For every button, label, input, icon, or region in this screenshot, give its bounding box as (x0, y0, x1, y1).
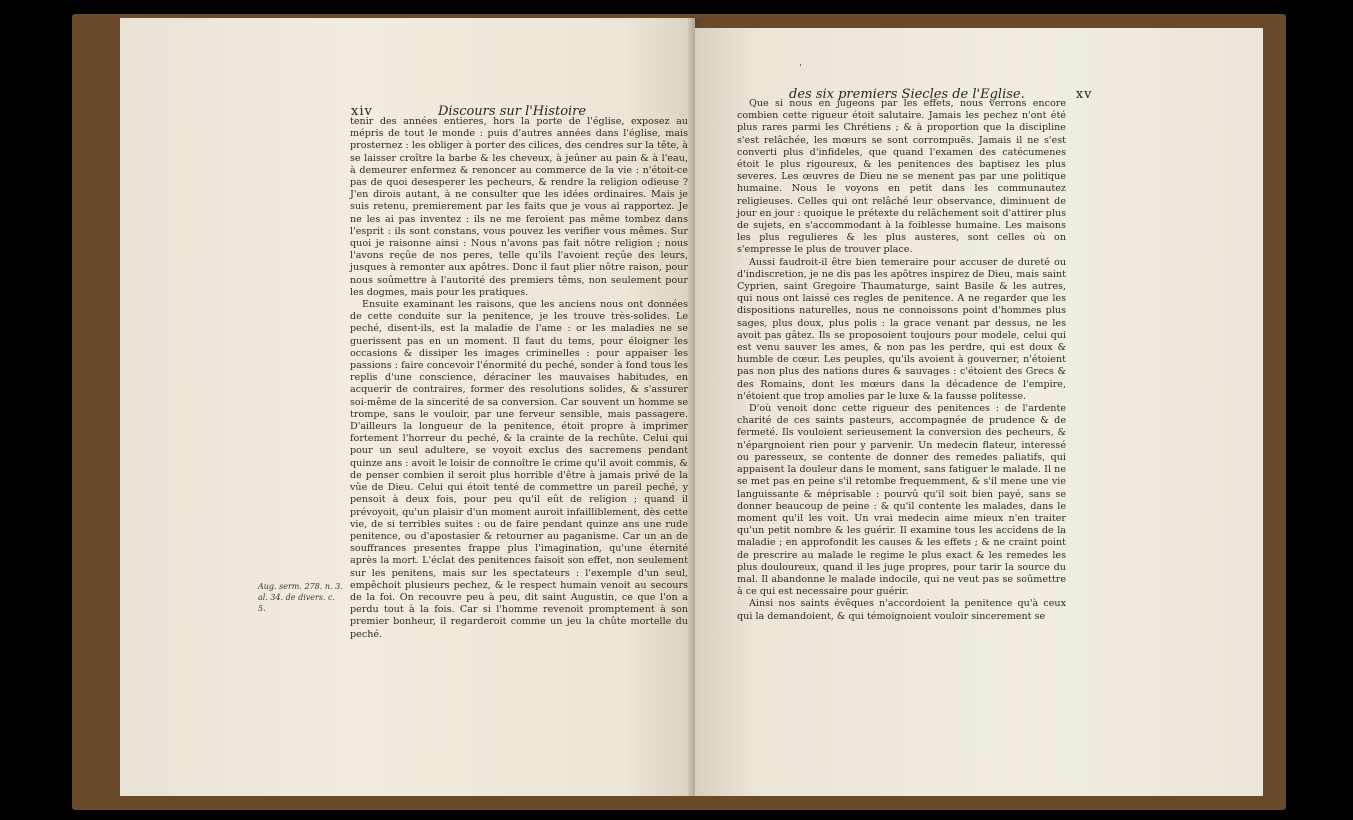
left-running-title: Discours sur l'Histoire (437, 104, 587, 119)
right-page-body (737, 98, 1066, 623)
left-paragraph-1: tenir des années entieres, hors la porte de l'église, exposez au mépris de tout le monde : puis d'autres années dans l'église, mais prosternez : les obliger à porter des cilices, des cendres sur la tête, à se laisser croître la barbe & les cheveux, à jeûner au pain & à l'eau, à demeurer enfermez & renoncer au commerce de la vie : n'étoit-ce pas de quoi desesperer les pecheurs, & rendre la religion odieuse ? J'en dirois autant, à ne consulter que les idées ordinaires. Mais je suis retenu, premierement par les faits que je vous ai rapportez. Je ne les ai pas inventez : ils ne me feroient pas même tombez dans l'esprit : ils sont constans, vous pouvez les verifier vous mêmes. Sur quoi je raisonne ainsi : Nous n'avons pas fait nôtre religion ; nous l'avons reçûe de nos peres, telle qu'ils l'avoient reçûe des leurs, jusques à remonter aux apôtres. Donc il faut plier nôtre raison, pour nous soûmettre à l'autorité des premiers têms, non seulement pour les dogmes, mais pour les pratiques. (350, 116, 688, 298)
left-paragraph-2: Ensuite examinant les raisons, que les anciens nous ont données de cette conduite sur la penitence, je les trouve très-solides. Le peché, disent-ils, est la maladie de l'ame : or les maladies ne se guerissent pas en un moment. Il faut du tems, pour éloigner les occasions & dissiper les images criminelles : pour appaiser les passions : faire concevoir l'énormité du peché, sonder à fond tous les replis d'une conscience, déraciner les mauvaises habitudes, en acquerir de contraires, former des resolutions solides, & s'assurer soi-même de la sincerité de sa conversion. Car souvent un homme se trompe, sans le vouloir, par une ferveur sensible, mais passagere. D'ailleurs la longueur de la penitence, étoit propre à imprimer fortement l'horreur du peché, & la crainte de la rechûte. Celui qui pour un seul adultere, se voyoit exclus des sacremens pendant quinze ans : avoit le loisir de connoître le crime qu'il avoit commis, & de penser combien il seroit plus horrible d'être à jamais privé de la vûe de Dieu. Celui qui étoit tenté de commettre un pareil peché, y pensoit à deux fois, pour peu qu'il eût de religion ; quand il prévoyoit, qu'un plaisir d'un moment auroit infailliblement, dès cette vie, de si terribles suites : ou de faire pendant quinze ans une rude penitence, ou d'apostasier & retourner au paganisme. Car un an de souffrances presentes frappe plus l'imagination, qu'une éternité après la mort. L'éclat des penitences faisoit son effet, non seulement sur les penitens, mais sur les spectateurs : l'exemple d'un seul, empêchoit plusieurs pechez, & le respect humain venoit au secours de la foi. On recouvre peu à peu, dit saint Augustin, ce que l'on a perdu tout à la fois. Car si l'homme revenoit promptement à son premier bonheur, il regarderoit comme un jeu la chûte mortelle du peché. (350, 299, 688, 640)
right-paragraph-3: D'où venoit donc cette rigueur des penitences : de l'ardente charité de ces saints pasteurs, accompagnée de prudence & de fermeté. Ils vouloient serieusement la conversion des pecheurs, & n'épargnoient rien pour y parvenir. Un medecin flateur, interessé ou paresseux, se contente de donner des remedes paliatifs, qui appaisent la douleur dans le moment, sans fatiguer le malade. Il ne se met pas en peine s'il retombe frequemment, & s'il mene une vie languissante & méprisable : pourvû qu'il soit bien payé, sans se donner beaucoup de peine : & qu'il contente les malades, dans le moment qu'il les voit. Un vrai medecin aime mieux n'en traiter qu'un petit nombre & les guérir. Il examine tous les accidens de la maladie ; en approfondit les causes & les effets ; & ne craint point de prescrire au malade le regime le plus exact & les remedes les plus douloureux, quand il les juge propres, pour tarir la source du mal. Il abandonne le malade indocile, qui ne veut pas se soûmettre à ce qui est necessaire pour guérir. (737, 403, 1066, 598)
right-paragraph-1: Que si nous en jugeons par les effets, nous verrons encore combien cette rigueur étoit salutaire. Jamais les pechez n'ont été plus rares parmi les Chrétiens ; & à proportion que la discipline s'est relâchée, les mœurs se sont corrompuës. Jamais il ne s'est converti plus d'infideles, que quand l'examen des catécumenes étoit le plus rigoureux, & les penitences des baptisez les plus severes. Les œuvres de Dieu ne se menent pas par une politique humaine. Nous le voyons en petit dans les communautez religieuses. Celles qui ont relâché leur observance, diminuent de jour en jour : quoique le prétexte du relâchement soit d'attirer plus de sujets, en s'accommodant à la foiblesse humaine. Les maisons les plus regulieres & les plus austeres, sont celles où on s'empresse le plus de trouver place. (737, 98, 1066, 256)
right-page-number: xv (1075, 87, 1093, 102)
margin-note: Aug. serm. 278. n. 3. al. 34. de divers. c. 5. (258, 582, 343, 613)
left-page-number: xiv (351, 104, 373, 119)
right-page (695, 28, 1263, 796)
right-running-title: des six premiers Siecles de l'Eglise. (789, 87, 1025, 102)
ink-mark: ʹ (799, 64, 802, 75)
left-page-body (350, 116, 688, 641)
right-paragraph-4: Ainsi nos saints évêques n'accordoient la penitence qu'à ceux qui la demandoient, & qui témoignoient vouloir sincerement se (737, 598, 1066, 622)
right-paragraph-2: Aussi faudroit-il être bien temeraire pour accuser de dureté ou d'indiscretion, je ne dis pas les apôtres inspirez de Dieu, mais saint Cyprien, saint Gregoire Thaumaturge, saint Basile & les autres, qui nous ont laissé ces regles de penitence. A ne regarder que les dispositions naturelles, nous ne connoissons point d'hommes plus sages, plus doux, plus polis : la grace venant par dessus, ne les avoit pas gâtez. Ils se proposoient toujours pour modele, celui qui est venu sauver les ames, & non pas les perdre, qui est doux & humble de cœur. Les peuples, qu'ils avoient à gouverner, n'étoient pas non plus des nations dures & sauvages : c'étoient des Grecs & des Romains, dont les mœurs dans la décadence de l'empire, n'étoient que trop amolies par le luxe & la fausse politesse. (737, 256, 1066, 402)
left-page (120, 18, 695, 796)
